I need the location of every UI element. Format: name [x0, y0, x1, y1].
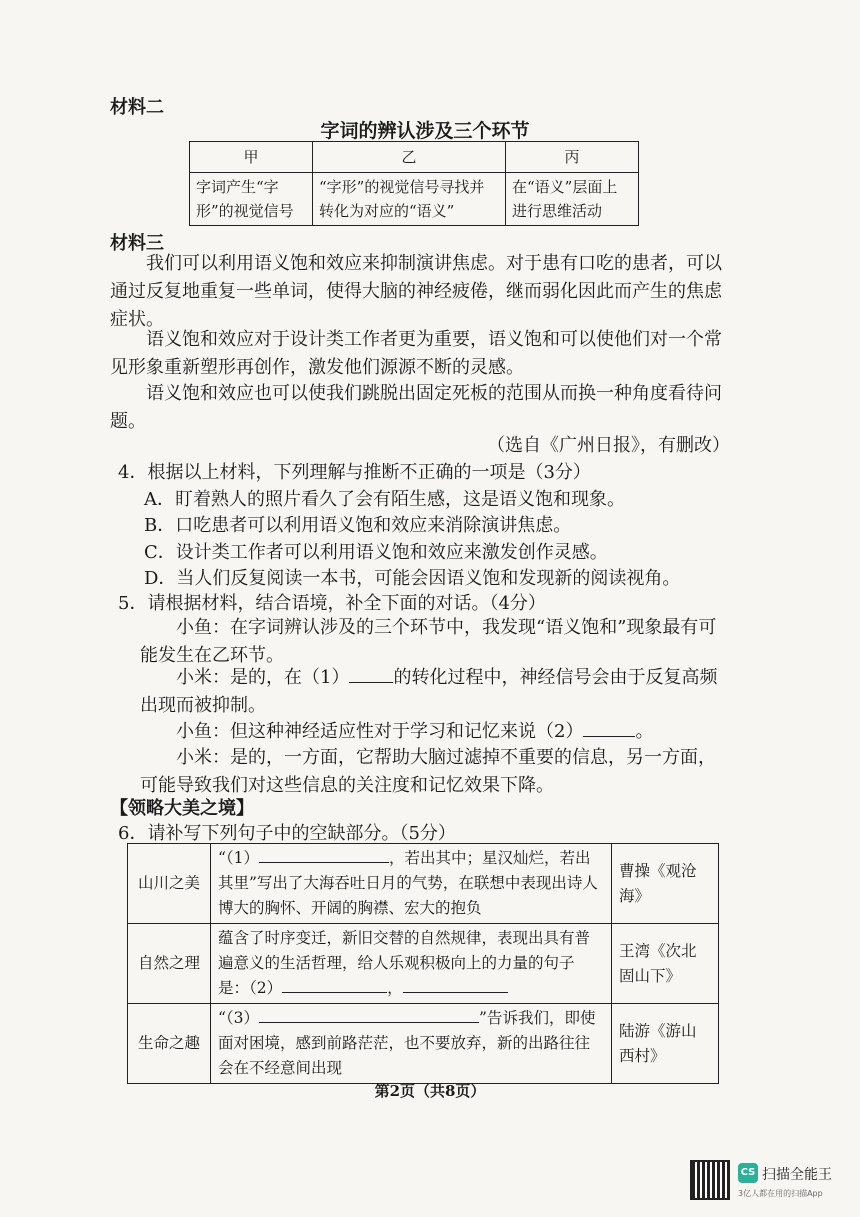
source-note: （选自《广州日报》，有删改） — [487, 435, 730, 456]
blank-1[interactable] — [349, 666, 393, 683]
camscanner-logo-icon: CS — [738, 1163, 758, 1183]
source-cell: 陆游《游山西村》 — [612, 1004, 719, 1084]
dialogue-line: 小鱼：但这种神经适应性对于学习和记忆来说（2） 。 — [176, 721, 654, 742]
table-row — [128, 844, 719, 924]
blank-6[interactable] — [259, 1006, 479, 1023]
stages-table — [189, 141, 639, 226]
table-row — [128, 1004, 719, 1084]
paragraph: 我们可以利用语义饱和效应来抑制演讲焦虑。对于患有口吃的患者，可以通过反复地重复一些单词，使得大脑的神经疲倦，继而弱化因此而产生的焦虑症状。 — [110, 253, 722, 330]
paragraph: 语义饱和效应也可以使我们跳脱出固定死板的范围从而换一种角度看待问题。 — [110, 383, 722, 432]
category-cell: 生命之趣 — [128, 1004, 211, 1084]
text-cell: “（1） ，若出其中；星汉灿烂，若出其里”写出了大海吞吐日月的气势，在联想中表现出诗人博大的胸怀、开阔的胸襟、宏大的抱负 — [211, 844, 612, 924]
scanner-brand: 扫描全能王 — [762, 1167, 832, 1183]
table-title: 字词的辨认涉及三个环节 — [320, 120, 530, 142]
category-cell: 自然之理 — [128, 924, 211, 1004]
option-c: C．设计类工作者可以利用语义饱和效应来激发创作灵感。 — [144, 542, 608, 563]
source-cell: 曹操《观沧海》 — [612, 844, 719, 924]
column-header: 甲 — [190, 142, 313, 173]
text-cell: 蕴含了时序变迁，新旧交替的自然规律，表现出具有普遍意义的生活哲理，给人乐观积极向上的力量的句子是：（2） ， — [211, 924, 612, 1004]
qr-code-icon — [690, 1160, 730, 1200]
scanner-tagline: 3亿人都在用的扫描App — [738, 1189, 823, 1198]
table-row — [128, 924, 719, 1004]
q6-stem: 6．请补写下列句子中的空缺部分。（5分） — [118, 823, 456, 844]
option-d: D．当人们反复阅读一本书，可能会因语义饱和发现新的阅读视角。 — [144, 568, 681, 589]
option-a: A．盯着熟人的照片看久了会有陌生感，这是语义饱和现象。 — [144, 489, 625, 510]
poetry-table — [127, 843, 719, 1084]
text-cell: “（3） ”告诉我们，即使面对困境，感到前路茫茫，也不要放弃，新的出路往往会在不经意间出现 — [211, 1004, 612, 1084]
paragraph: 语义饱和效应对于设计类工作者更为重要，语义饱和可以使他们对一个常见形象重新塑形再创作，激发他们源源不断的灵感。 — [110, 329, 722, 378]
table-cell: 字词产生“字形”的视觉信号 — [190, 173, 313, 226]
material2-heading: 材料二 — [110, 97, 164, 118]
blank-5[interactable] — [403, 976, 508, 993]
category-cell: 山川之美 — [128, 844, 211, 924]
table-cell: 在“语义”层面上进行思维活动 — [506, 173, 639, 226]
column-header: 乙 — [313, 142, 506, 173]
section-heading: 【领略大美之境】 — [110, 798, 254, 819]
source-cell: 王湾《次北固山下》 — [612, 924, 719, 1004]
page-footer: 第2页（共8页） — [374, 1082, 486, 1100]
column-header: 丙 — [506, 142, 639, 173]
blank-4[interactable] — [282, 976, 387, 993]
dialogue-line: 小米：是的，在（1） 的转化过程中，神经信号会由于反复高频出现而被抑制。 — [140, 667, 718, 716]
material3-heading: 材料三 — [110, 233, 164, 254]
q4-stem: 4．根据以上材料，下列理解与推断不正确的一项是（3分） — [118, 462, 591, 483]
dialogue-line: 小米：是的，一方面，它帮助大脑过滤掉不重要的信息，另一方面，可能导致我们对这些信息的关注度和记忆效果下降。 — [140, 747, 716, 796]
blank-3[interactable] — [259, 846, 389, 863]
table-cell: “字形”的视觉信号寻找并转化为对应的“语义” — [313, 173, 506, 226]
q5-stem: 5．请根据材料，结合语境，补全下面的对话。（4分） — [118, 593, 546, 614]
dialogue-line: 小鱼：在字词辨认涉及的三个环节中，我发现“语义饱和”现象最有可能发生在乙环节。 — [140, 617, 717, 666]
option-b: B．口吃患者可以利用语义饱和效应来消除演讲焦虑。 — [144, 515, 572, 536]
blank-2[interactable] — [583, 720, 635, 737]
